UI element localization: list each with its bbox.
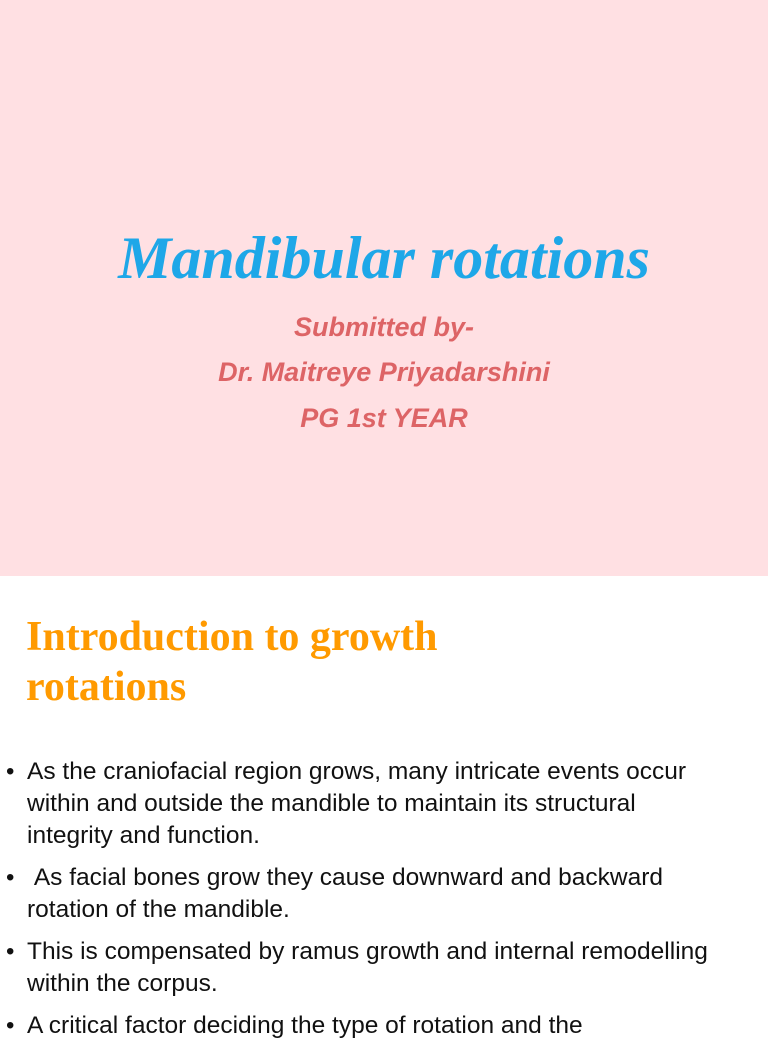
bullet-text: This is compensated by ramus growth and internal remodelling within the corpus. <box>27 938 708 997</box>
bullet-item <box>0 862 768 926</box>
content-slide <box>0 576 768 1039</box>
slide-heading: Introduction to growth rotations <box>26 614 438 710</box>
author-name: Dr. Maitreye Priyadarshini <box>218 357 550 387</box>
bullet-item <box>0 756 768 852</box>
bullet-item <box>0 936 768 1000</box>
bullet-icon: • <box>6 864 15 891</box>
bullet-text: As the craniofacial region grows, many intricate events occur within and outside the mandible to maintain its structural integrity and function. <box>27 758 687 849</box>
bullet-list <box>0 756 768 1052</box>
submitted-by-label: Submitted by- <box>294 312 474 342</box>
bullet-item <box>0 1010 768 1042</box>
bullet-icon: • <box>6 1012 15 1039</box>
bullet-text: As facial bones grow they cause downward and backward rotation of the mandible. <box>27 864 670 923</box>
presentation-title: Mandibular rotations <box>118 225 650 291</box>
bullet-icon: • <box>6 758 15 785</box>
bullet-text: A critical factor deciding the type of rotation and the <box>27 1012 583 1039</box>
author-year: PG 1st YEAR <box>300 403 468 433</box>
bullet-icon: • <box>6 938 15 965</box>
